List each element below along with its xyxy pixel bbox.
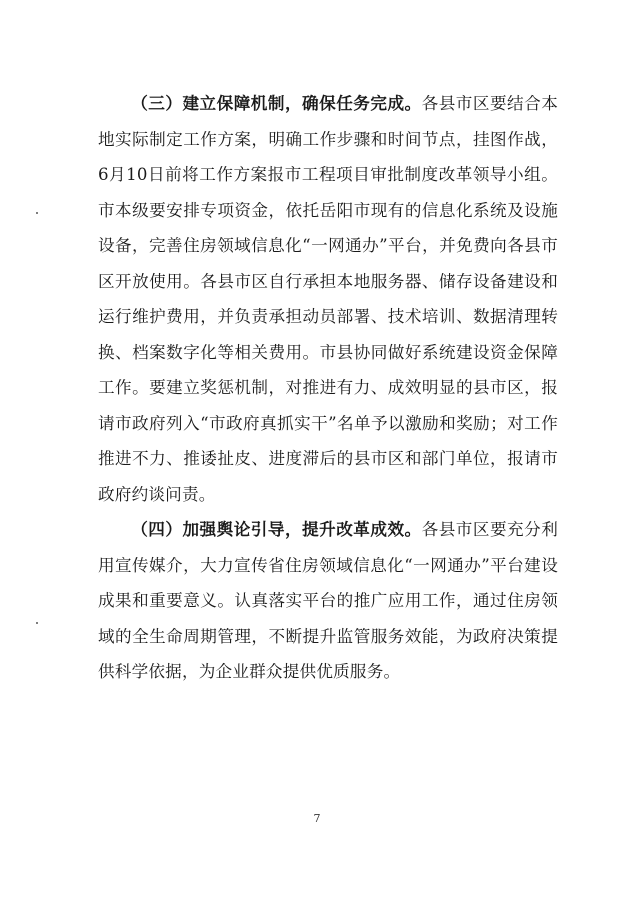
document-body [98, 86, 558, 690]
section-heading: （四）加强舆论引导，提升改革成效。 [131, 519, 422, 539]
page-number: 7 [313, 812, 321, 825]
paragraph-text: 各县市区要结合本地实际制定工作方案，明确工作步骤和时间节点，挂图作战，6月10日前将工作方案报市工程项目审批制度改革领导小组。市本级要安排专项资金，依托岳阳市现有的信息化系统及设施设备，完善住房领域信息化“一网通办”平台，并免费向各县市区开放使用。各县市区自行承担本地服务器、储存设备建设和运行维护费用，并负责承担动员部署、技术培训、数据清理转换、档案数字化等相关费用。市县协同做好系统建设资金保障工作。要建立奖惩机制，对推进有力、成效明显的县市区，报请市政府列入“市政府真抓实干”名单予以激励和奖励；对工作推进不力、推诿扯皮、进度滞后的县市区和部门单位，报请市政府约谈问责。 [98, 94, 558, 504]
paragraph-section-3 [98, 86, 558, 512]
section-heading: （三）建立保障机制，确保任务完成。 [131, 93, 422, 113]
paragraph-section-4 [98, 512, 558, 690]
margin-mark [36, 212, 38, 214]
margin-mark [36, 622, 38, 624]
paragraph-text: 各县市区要充分利用宣传媒介，大力宣传省住房领域信息化“一网通办”平台建设成果和重要意义。认真落实平台的推广应用工作，通过住房领域的全生命周期管理，不断提升监管服务效能，为政府决策提供科学依据，为企业群众提供优质服务。 [98, 520, 558, 681]
